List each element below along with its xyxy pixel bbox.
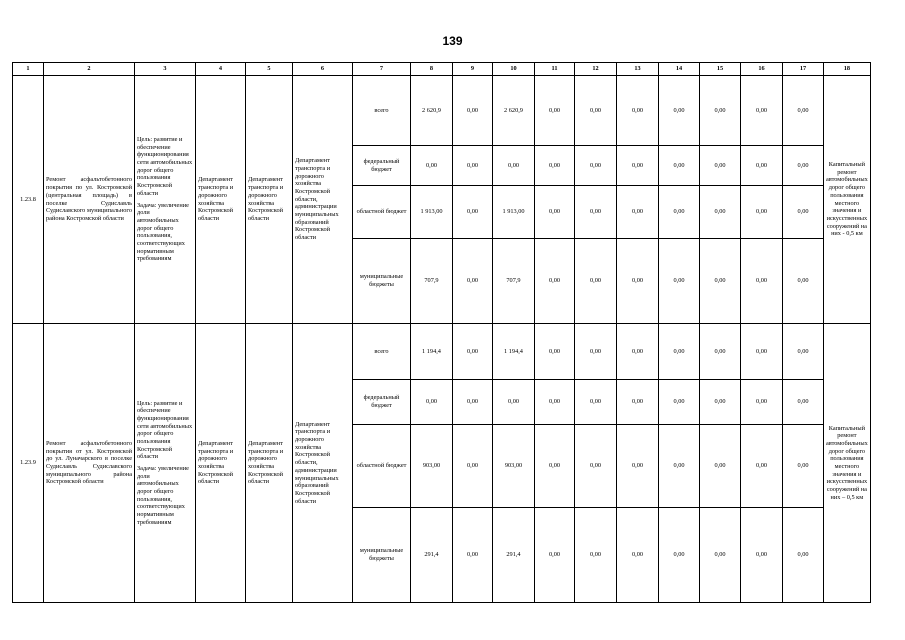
column-number: 7 bbox=[353, 63, 411, 76]
task-text: Задача: увеличение доли автомобильных дорог общего пользования, соответствующих нормативным требованиям bbox=[137, 201, 189, 263]
funding-value: 0,00 bbox=[535, 146, 575, 186]
funding-value: 0,00 bbox=[535, 425, 575, 508]
measure-name: Ремонт асфальтобетонного покрытия от ул. Костромской до ул. Луначарского в поселке Судиславль Судиславского муниципального района Костромской области bbox=[44, 324, 135, 603]
funding-value: 0,00 bbox=[617, 239, 659, 324]
funding-value: 0,00 bbox=[535, 324, 575, 380]
funding-value: 0,00 bbox=[453, 425, 493, 508]
funding-source-label: областной бюджет bbox=[353, 186, 411, 239]
funding-value: 707,9 bbox=[493, 239, 535, 324]
funding-source-label: областной бюджет bbox=[353, 425, 411, 508]
column-number: 17 bbox=[783, 63, 824, 76]
funding-value: 0,00 bbox=[575, 508, 617, 603]
funding-value: 0,00 bbox=[453, 146, 493, 186]
column-number: 9 bbox=[453, 63, 493, 76]
funding-value: 0,00 bbox=[617, 76, 659, 146]
column-number: 11 bbox=[535, 63, 575, 76]
funding-value: 0,00 bbox=[783, 146, 824, 186]
column-number-row bbox=[13, 63, 871, 76]
funding-value: 0,00 bbox=[659, 76, 700, 146]
funding-value: 0,00 bbox=[411, 146, 453, 186]
funding-value: 0,00 bbox=[700, 186, 741, 239]
customer: Департамент транспорта и дорожного хозяйства Костромской области, администрации муниципальных образований Костромской области bbox=[293, 76, 353, 324]
funding-value: 0,00 bbox=[659, 425, 700, 508]
funding-value: 0,00 bbox=[535, 186, 575, 239]
funding-value: 0,00 bbox=[783, 76, 824, 146]
funding-source-label: федеральный бюджет bbox=[353, 146, 411, 186]
funding-value: 0,00 bbox=[700, 425, 741, 508]
funding-value: 0,00 bbox=[659, 146, 700, 186]
funding-value: 0,00 bbox=[617, 425, 659, 508]
funding-value: 0,00 bbox=[741, 425, 783, 508]
column-number: 5 bbox=[246, 63, 293, 76]
funding-value: 0,00 bbox=[700, 324, 741, 380]
expected-result: Капитальный ремонт автомобильных дорог общего пользования местного значения и искусственных сооружений на них – 0,5 км bbox=[824, 324, 871, 603]
funding-value: 0,00 bbox=[617, 324, 659, 380]
funding-value: 0,00 bbox=[741, 239, 783, 324]
expected-result: Капитальный ремонт автомобильных дорог общего пользования местного значения и искусственных сооружений на них - 0,5 км bbox=[824, 76, 871, 324]
customer: Департамент транспорта и дорожного хозяйства Костромской области, администрации муниципальных образований Костромской области bbox=[293, 324, 353, 603]
funding-value: 0,00 bbox=[659, 324, 700, 380]
funding-value: 291,4 bbox=[493, 508, 535, 603]
funding-value: 2 620,9 bbox=[493, 76, 535, 146]
funding-value: 903,00 bbox=[411, 425, 453, 508]
column-number: 3 bbox=[135, 63, 196, 76]
funding-value: 0,00 bbox=[741, 508, 783, 603]
column-number: 8 bbox=[411, 63, 453, 76]
goal-text: Цель: развитие и обеспечение функционирования сети автомобильных дорог общего пользования Костромской области bbox=[137, 399, 193, 461]
column-number: 15 bbox=[700, 63, 741, 76]
funding-value: 291,4 bbox=[411, 508, 453, 603]
budget-table bbox=[12, 62, 871, 603]
column-number: 14 bbox=[659, 63, 700, 76]
funding-value: 0,00 bbox=[700, 380, 741, 425]
column-number: 1 bbox=[13, 63, 44, 76]
funding-value: 0,00 bbox=[741, 186, 783, 239]
column-number: 18 bbox=[824, 63, 871, 76]
funding-value: 0,00 bbox=[783, 239, 824, 324]
funding-value: 0,00 bbox=[535, 380, 575, 425]
funding-value: 1 194,4 bbox=[493, 324, 535, 380]
funding-value: 0,00 bbox=[535, 239, 575, 324]
funding-value: 0,00 bbox=[659, 239, 700, 324]
funding-value: 0,00 bbox=[617, 186, 659, 239]
funding-value: 0,00 bbox=[741, 146, 783, 186]
funding-value: 0,00 bbox=[700, 146, 741, 186]
column-number: 12 bbox=[575, 63, 617, 76]
funding-value: 0,00 bbox=[659, 380, 700, 425]
goal-text: Цель: развитие и обеспечение функционирования сети автомобильных дорог общего пользования Костромской области bbox=[137, 136, 193, 197]
funding-value: 0,00 bbox=[453, 239, 493, 324]
funding-value: 0,00 bbox=[659, 186, 700, 239]
table-row bbox=[13, 324, 871, 380]
task-text: Задача: увеличение доли автомобильных дорог общего пользования, соответствующих нормативным требованиям bbox=[137, 465, 189, 526]
row-number: 1.23.8 bbox=[13, 76, 44, 324]
funding-value: 1 913,00 bbox=[493, 186, 535, 239]
column-number: 16 bbox=[741, 63, 783, 76]
column-number: 13 bbox=[617, 63, 659, 76]
goal-task-cell bbox=[135, 324, 196, 603]
funding-value: 1 913,00 bbox=[411, 186, 453, 239]
co-executor: Департамент транспорта и дорожного хозяйства Костромской области bbox=[246, 76, 293, 324]
measure-name: Ремонт асфальтобетонного покрытия по ул. Костромской (центральная площадь) в поселке Судиславль Судиславского муниципального района Костромской области bbox=[44, 76, 135, 324]
funding-value: 0,00 bbox=[700, 239, 741, 324]
funding-value: 0,00 bbox=[453, 380, 493, 425]
funding-source-label: муниципальные бюджеты bbox=[353, 239, 411, 324]
funding-value: 0,00 bbox=[453, 508, 493, 603]
funding-value: 0,00 bbox=[783, 186, 824, 239]
column-number: 6 bbox=[293, 63, 353, 76]
funding-value: 2 620,9 bbox=[411, 76, 453, 146]
funding-value: 0,00 bbox=[741, 76, 783, 146]
funding-value: 0,00 bbox=[575, 239, 617, 324]
table-row bbox=[13, 76, 871, 146]
responsible-executor: Департамент транспорта и дорожного хозяйства Костромской области bbox=[196, 324, 246, 603]
funding-value: 0,00 bbox=[617, 380, 659, 425]
funding-value: 0,00 bbox=[783, 324, 824, 380]
funding-value: 0,00 bbox=[575, 425, 617, 508]
funding-value: 0,00 bbox=[617, 146, 659, 186]
funding-value: 0,00 bbox=[493, 146, 535, 186]
funding-source-label: всего bbox=[353, 324, 411, 380]
funding-value: 0,00 bbox=[617, 508, 659, 603]
funding-value: 707,9 bbox=[411, 239, 453, 324]
page-number: 139 bbox=[442, 34, 463, 48]
funding-value: 0,00 bbox=[741, 324, 783, 380]
funding-value: 0,00 bbox=[535, 76, 575, 146]
funding-value: 0,00 bbox=[535, 508, 575, 603]
responsible-executor: Департамент транспорта и дорожного хозяйства Костромской области bbox=[196, 76, 246, 324]
funding-value: 0,00 bbox=[783, 508, 824, 603]
funding-source-label: федеральный бюджет bbox=[353, 380, 411, 425]
column-number: 4 bbox=[196, 63, 246, 76]
funding-value: 0,00 bbox=[575, 146, 617, 186]
funding-value: 0,00 bbox=[453, 186, 493, 239]
funding-value: 0,00 bbox=[575, 76, 617, 146]
funding-value: 1 194,4 bbox=[411, 324, 453, 380]
funding-value: 0,00 bbox=[783, 425, 824, 508]
funding-source-label: муниципальные бюджеты bbox=[353, 508, 411, 603]
funding-value: 0,00 bbox=[575, 380, 617, 425]
funding-value: 0,00 bbox=[411, 380, 453, 425]
co-executor: Департамент транспорта и дорожного хозяйства Костромской области bbox=[246, 324, 293, 603]
goal-task-cell bbox=[135, 76, 196, 324]
funding-source-label: всего bbox=[353, 76, 411, 146]
column-number: 10 bbox=[493, 63, 535, 76]
funding-value: 0,00 bbox=[783, 380, 824, 425]
funding-value: 0,00 bbox=[493, 380, 535, 425]
funding-value: 0,00 bbox=[741, 380, 783, 425]
funding-value: 0,00 bbox=[700, 76, 741, 146]
funding-value: 0,00 bbox=[659, 508, 700, 603]
funding-value: 0,00 bbox=[453, 76, 493, 146]
column-number: 2 bbox=[44, 63, 135, 76]
funding-value: 0,00 bbox=[700, 508, 741, 603]
funding-value: 0,00 bbox=[575, 324, 617, 380]
row-number: 1.23.9 bbox=[13, 324, 44, 603]
funding-value: 0,00 bbox=[453, 324, 493, 380]
funding-value: 903,00 bbox=[493, 425, 535, 508]
funding-value: 0,00 bbox=[575, 186, 617, 239]
